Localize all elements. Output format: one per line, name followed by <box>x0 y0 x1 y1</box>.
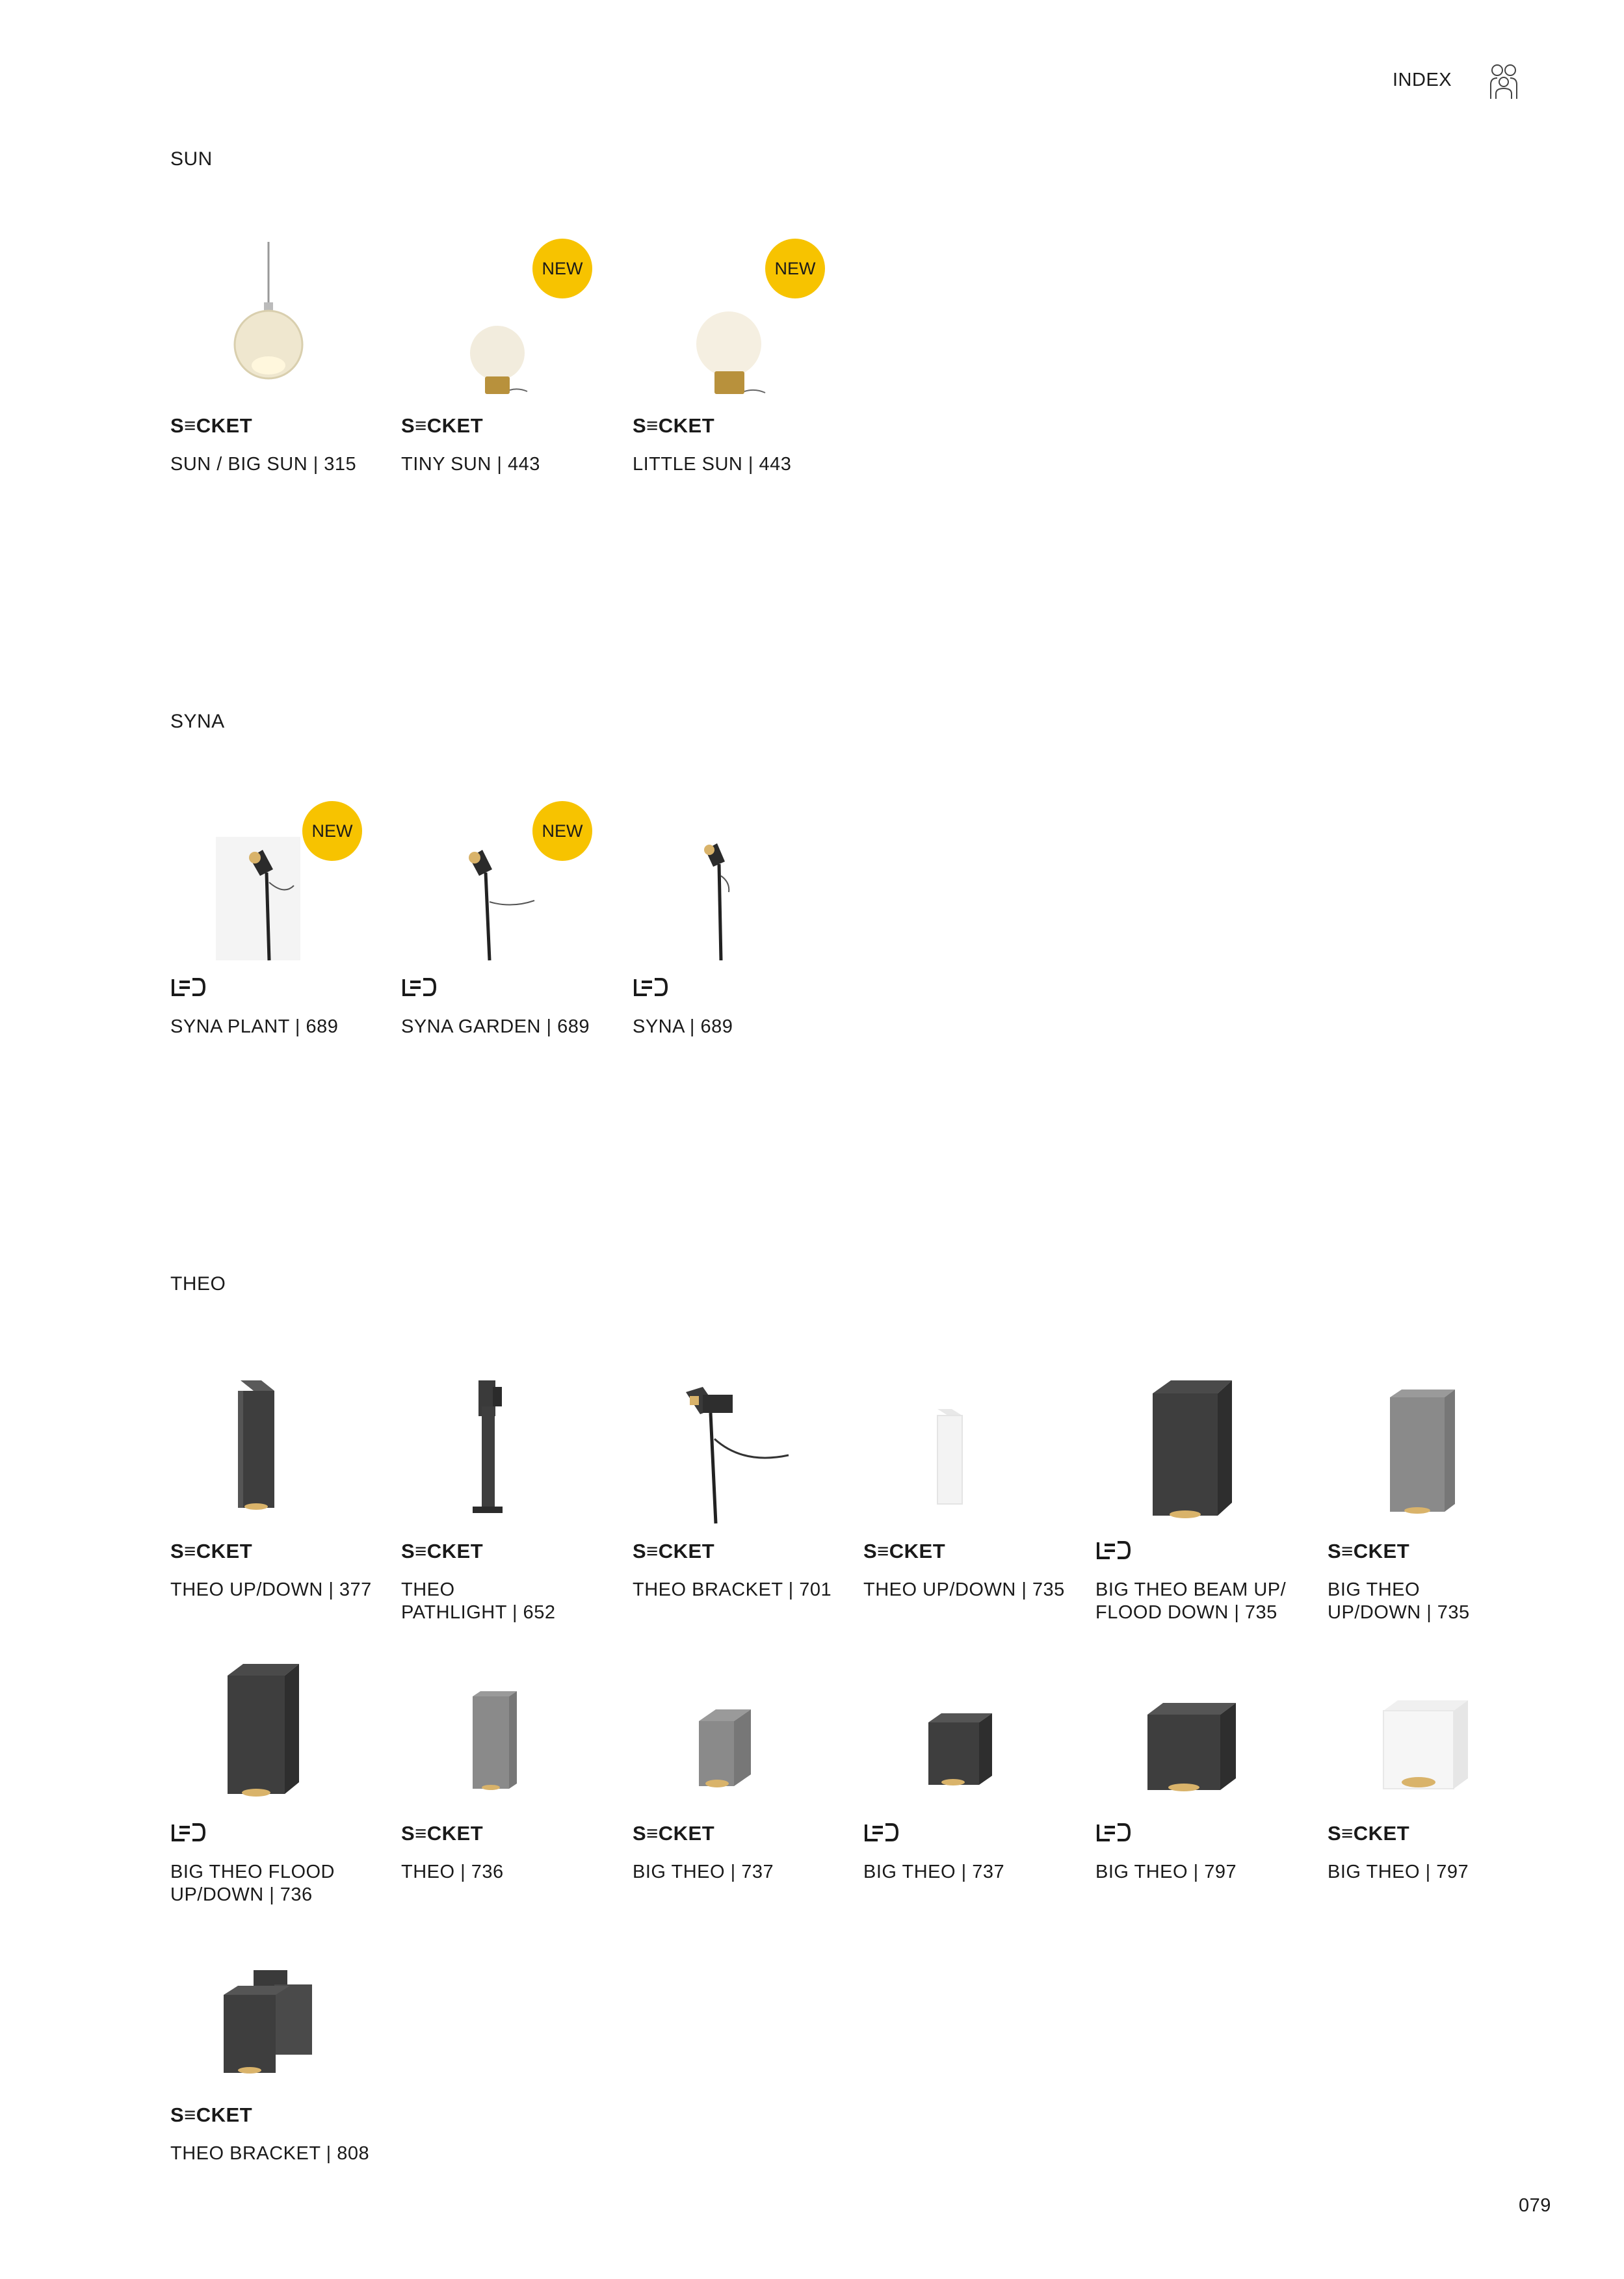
white-cube-icon <box>1328 1650 1542 1812</box>
socket-logo: S≡CKET <box>863 1540 946 1562</box>
socket-logo: S≡CKET <box>401 414 484 437</box>
product-name: THEO UP/DOWN | 377 <box>170 1579 372 1600</box>
people-icon[interactable] <box>1487 62 1521 100</box>
small-white-box-icon <box>863 1367 1078 1530</box>
product-name: TINY SUN | 443 <box>401 454 540 475</box>
bollard-icon <box>401 1367 616 1530</box>
socket-logo: S≡CKET <box>1328 1540 1410 1562</box>
led-logo <box>863 1822 900 1845</box>
socket-logo: S≡CKET <box>401 1540 484 1562</box>
led-logo <box>633 977 669 1000</box>
new-badge: NEW <box>532 801 592 861</box>
grey-cube-icon <box>633 1650 847 1812</box>
product-name: LITTLE SUN | 443 <box>633 454 792 475</box>
product-name: BIG THEO BEAM UP/ FLOOD DOWN | 735 <box>1095 1579 1287 1623</box>
product-name: THEO BRACKET | 808 <box>170 2143 370 2164</box>
large-box-icon <box>1095 1367 1310 1530</box>
tall-box-icon <box>170 1650 385 1812</box>
page-number: 079 <box>1519 2195 1551 2216</box>
led-logo <box>1095 1822 1132 1845</box>
product-name: SYNA GARDEN | 689 <box>401 1016 590 1037</box>
section-title-syna: SYNA <box>170 711 225 732</box>
grey-small-box-icon <box>401 1650 616 1812</box>
tall-wall-box-icon <box>170 1367 385 1530</box>
product-name: SYNA | 689 <box>633 1016 733 1037</box>
product-name: THEO | 736 <box>401 1862 504 1882</box>
product-name: THEO UP/DOWN | 735 <box>863 1579 1065 1600</box>
socket-logo: S≡CKET <box>170 1540 253 1562</box>
led-logo <box>1095 1540 1132 1563</box>
socket-logo: S≡CKET <box>170 2103 253 2126</box>
socket-logo: S≡CKET <box>633 414 715 437</box>
dark-large-cube-icon <box>1095 1650 1310 1812</box>
index-label[interactable]: INDEX <box>1393 70 1452 90</box>
product-name: SYNA PLANT | 689 <box>170 1016 339 1037</box>
product-name: BIG THEO | 737 <box>863 1862 1005 1882</box>
new-badge: NEW <box>532 239 592 298</box>
socket-logo: S≡CKET <box>633 1540 715 1562</box>
product-name: THEO PATHLIGHT | 652 <box>401 1579 556 1623</box>
spike-spotlight-icon <box>633 804 847 967</box>
led-logo <box>401 977 438 1000</box>
product-name: BIG THEO FLOOD UP/DOWN | 736 <box>170 1862 335 1905</box>
product-name: SUN / BIG SUN | 315 <box>170 454 357 475</box>
led-logo <box>170 1822 207 1845</box>
socket-logo: S≡CKET <box>401 1822 484 1845</box>
section-title-sun: SUN <box>170 148 213 170</box>
bracket-double-icon <box>170 1931 385 2094</box>
product-name: BIG THEO | 797 <box>1328 1862 1469 1882</box>
pendant-globe-icon <box>170 242 385 404</box>
product-name: BIG THEO | 737 <box>633 1862 774 1882</box>
led-logo <box>170 977 207 1000</box>
section-title-theo: THEO <box>170 1273 226 1295</box>
dark-cube-icon <box>863 1650 1078 1812</box>
socket-logo: S≡CKET <box>1328 1822 1410 1845</box>
socket-logo: S≡CKET <box>170 414 253 437</box>
grey-box-icon <box>1328 1367 1542 1530</box>
product-name: THEO BRACKET | 701 <box>633 1579 832 1600</box>
product-name: BIG THEO | 797 <box>1095 1862 1237 1882</box>
new-badge: NEW <box>302 801 362 861</box>
socket-logo: S≡CKET <box>633 1822 715 1845</box>
spike-bracket-icon <box>633 1367 847 1530</box>
new-badge: NEW <box>765 239 825 298</box>
product-name: BIG THEO UP/DOWN | 735 <box>1328 1579 1470 1623</box>
